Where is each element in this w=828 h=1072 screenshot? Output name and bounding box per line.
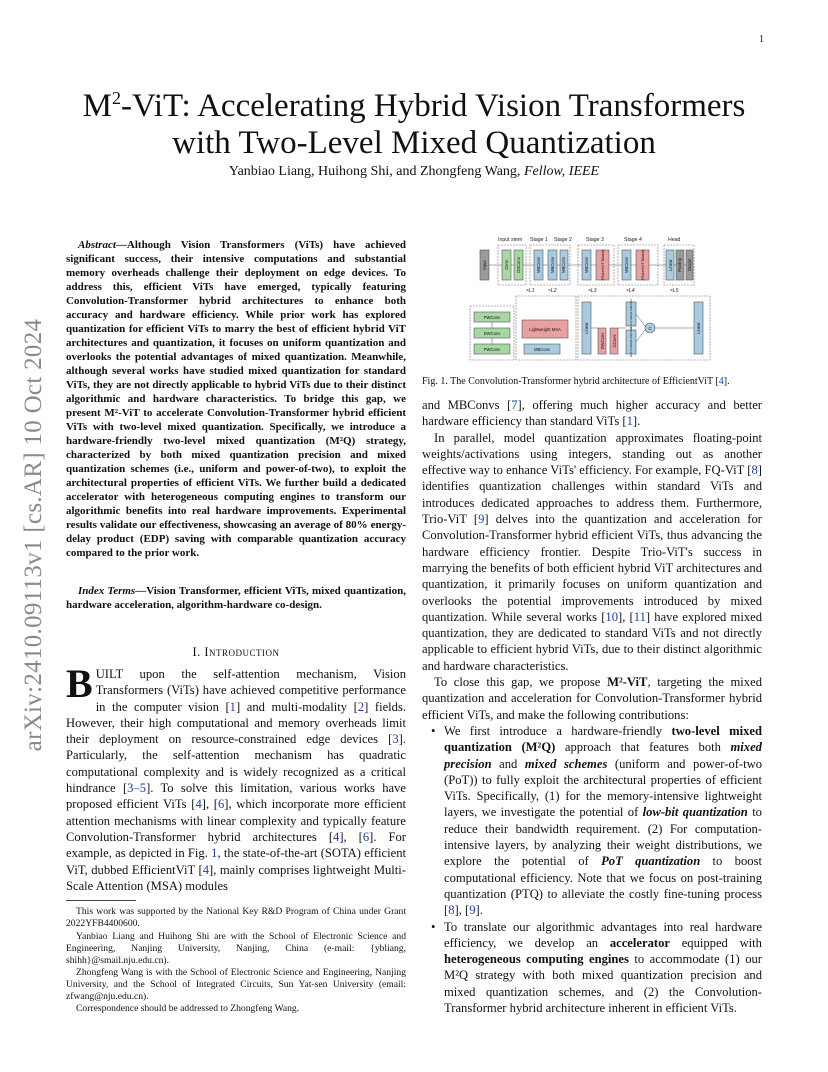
- title-m: M: [82, 88, 112, 124]
- paper-title: [60, 80, 768, 162]
- right-column: [422, 397, 762, 1016]
- citation-link[interactable]: [ 4 ]: [199, 863, 214, 877]
- footnote-authors: Yanbiao Liang and Huihong Shi are with the School of Electronic Science and Engineering, Nanjing University, Nanjing, China (e-mail: {ybliang, shihh}@smail.nju.edu.cn).: [66, 931, 406, 966]
- intro-text: . To solve this limitation, various works have proposed efficient ViTs: [66, 781, 406, 812]
- emphasis: PoT quantization: [601, 854, 701, 869]
- repeat-label: ×L4: [626, 288, 635, 294]
- citation-link[interactable]: [ 9 ]: [474, 512, 489, 526]
- text: and: [491, 756, 525, 771]
- citation-link[interactable]: [ 8 ]: [444, 903, 459, 917]
- title-line2: with Two-Level Mixed Quantization: [172, 125, 656, 161]
- text: to boost computational efficiency. Note that we focus on post-training quantization (PTQ) to alleviate the costly fine-tuning process: [444, 854, 762, 901]
- stage-label: Input stem: [498, 237, 523, 243]
- citation-link[interactable]: [ 10 ]: [601, 610, 622, 624]
- block-label: MBConv: [536, 256, 541, 274]
- citation-link[interactable]: [ 6 ]: [359, 830, 374, 844]
- detail-label: ReLU Global Attention: [629, 299, 633, 329]
- page-number: 1: [759, 34, 764, 45]
- intro-text: fields. However, their high computational and memory overheads limit their deployment on resource-constrained edge devices: [66, 699, 407, 747]
- intro-text: . For example, as depicted in Fig.: [66, 829, 407, 861]
- text: approach that features both: [555, 740, 731, 755]
- citation-link[interactable]: [ 4 ]: [715, 376, 727, 387]
- text: identifies quantization challenges within standard ViTs and introduces dedicated approaches to address them. Furthermore, Trio-ViT: [422, 479, 762, 527]
- caption-text: Fig. 1. The Convolution-Transformer hybrid architecture of EfficientViT: [422, 376, 716, 387]
- text: To close this gap, we propose: [434, 675, 608, 690]
- emphasis: two-level mixed quantization: [444, 723, 762, 755]
- emphasis: mixed precision: [444, 740, 762, 771]
- block-label: Output: [687, 258, 692, 272]
- title-superscript: 2: [111, 88, 121, 108]
- stage-label: Stage 4: [624, 237, 642, 243]
- block-label: EfficientViT Module: [641, 249, 645, 281]
- text: to accommodate (1) our M²Q strategy with both mixed quantization precision and mixed quantization schemes, and (2) the Convolution-Transformer hybrid architecture inherent in efficient ViTs.: [444, 952, 762, 1015]
- text: to reduce their bandwidth requirement. (2) For computation-intensive layers, by analyzing their weight distributions, we explore the potential of: [444, 805, 762, 869]
- emphasis: mixed schemes: [524, 756, 608, 771]
- text: ,: [458, 903, 465, 918]
- block-label: Linear: [668, 259, 673, 271]
- block-label: MBConv: [584, 256, 589, 274]
- detail-label: MBConv: [533, 347, 551, 352]
- author-line: [60, 164, 768, 180]
- section-heading: [66, 645, 406, 660]
- paragraph: [422, 397, 762, 430]
- intro-text: , which incorporate more efficient attention mechanisms with linear complexity and typically feature Convolution-Transformer hybrid architectures: [66, 797, 407, 844]
- text: (uniform and power-of-two (PoT)) to fully exploit the architectural properties of efficient ViTs. Specifically, (1) for the memory-intensive lightweight layers, we investigate the potential of: [444, 756, 763, 820]
- block-label: MBConv: [550, 256, 555, 274]
- abstract: [66, 238, 406, 560]
- intro-text: . Particularly, the self-attention mechanism has quadratic computational complexity and is widely recognized as a critical hindrance: [66, 732, 406, 796]
- citation-link[interactable]: [ 11 ]: [630, 610, 651, 624]
- detail-label: ReLU Global Attention: [629, 327, 633, 357]
- footnote-wang: Zhongfeng Wang is with the School of Electronic Science and Engineering, Nanjing University, and the School of Integrated Circuits, Sun Yat-sen University (email: zfwang@nju.edu.cn).: [66, 967, 406, 1002]
- citation-link[interactable]: [ 4 ]: [329, 830, 344, 844]
- text: ,: [622, 609, 630, 624]
- emphasis: heterogeneous computing engines: [444, 952, 629, 967]
- detail-label: Lightweight MSA: [529, 327, 561, 332]
- repeat-label: ×L5: [670, 288, 679, 294]
- block-label: Pooling: [677, 258, 682, 272]
- footnote-funding: This work was supported by the National Key R&D Program of China under Grant 2022YFB4400600.: [66, 906, 406, 929]
- detail-label: Linear: [696, 322, 701, 334]
- stage-label: Head: [668, 237, 681, 243]
- text: .: [637, 414, 641, 429]
- title-line1: -ViT: Accelerating Hybrid Vision Transformers: [120, 88, 746, 124]
- citation-link[interactable]: [ 3 ]: [388, 732, 403, 746]
- footnote-correspondence: Correspondence should be addressed to Zhongfeng Wang.: [76, 1003, 300, 1014]
- contribution-list: [422, 723, 762, 1016]
- emphasis: (M²Q): [521, 740, 556, 755]
- citation-link[interactable]: [ 8 ]: [747, 463, 762, 477]
- repeat-label: ×L2: [548, 288, 557, 294]
- abstract-text: —Although Vision Transformers (ViTs) have achieved significant success, their intensive computations and substantial memory overheads challenge their deployment on edge devices. To address this, efficient ViTs have emerged, typically featuring Convolution-Transformer hybrid architectures to enhance both accuracy and hardware efficiency. While prior work has explored quantization for efficient ViTs to marry the best of efficient hybrid ViT architectures and quantization, it focuses on uniform quantization and overlooks the potential advantages of mixed quantization. Meanwhile, although several works have studied mixed quantization for standard ViTs, they are not directly applicable to hybrid ViTs due to their distinct algorithmic and hardware characteristics. To bridge this gap, we present M²-ViT to accelerate Convolution-Transformer hybrid efficient ViTs with two-level mixed quantization. Specifically, we introduce a hardware-friendly two-level mixed quantization (M²Q) strategy, characterized by both mixed quantization precision and mixed quantization schemes (i.e., uniform and power-of-two), to exploit the architectural properties of efficient ViTs. We further build a dedicated accelerator with heterogeneous computing engines to transform our algorithmic benefits into real hardware improvements. Experimental results validate our effectiveness, showcasing an average of 80% energy-delay product (EDP) saving with comparable quantization accuracy compared to the prior work.: [66, 239, 406, 559]
- index-terms-label: Index Terms: [78, 585, 136, 597]
- abstract-label: Abstract: [78, 239, 116, 251]
- detail-label: C: [648, 326, 652, 331]
- citation-link[interactable]: [ 6 ]: [214, 797, 229, 811]
- intro-text: and multi-modality: [240, 699, 354, 714]
- block-label: EfficientViT Module: [601, 249, 605, 281]
- citation-link[interactable]: [ 7 ]: [507, 398, 522, 412]
- block-label: DSConv: [516, 257, 521, 273]
- text: and MBConvs: [422, 398, 507, 412]
- stage-label: Stage 1: [530, 237, 548, 243]
- section-number: I.: [192, 645, 201, 659]
- detail-label: PWConv: [483, 347, 501, 352]
- text: equipped with: [669, 935, 762, 950]
- text: To translate our algorithmic advantages into real hardware efficiency, we develop an: [444, 919, 762, 950]
- intro-text: UILT upon the self-attention mechanism, Vision Transformers (ViTs) have achieved competitive performance in the computer vision: [95, 667, 406, 714]
- list-item: [444, 723, 762, 919]
- emphasis: accelerator: [609, 935, 670, 950]
- stage-label: Stage 3: [586, 237, 604, 243]
- paragraph: [422, 430, 762, 674]
- citation-link[interactable]: [ 9 ]: [465, 903, 480, 917]
- section-title: Introduction: [204, 645, 280, 659]
- block-label: Conv: [504, 260, 509, 270]
- text: We first introduce a hardware-friendly: [444, 723, 672, 738]
- index-terms-text: —Vision Transformer, efficient ViTs, mixed quantization, hardware acceleration, algorithm-hardware co-design.: [66, 585, 406, 611]
- figure-caption: [422, 376, 762, 387]
- detail-label: Linear: [584, 322, 589, 334]
- list-item: [444, 919, 762, 1017]
- architecture-figure: [468, 234, 724, 362]
- arxiv-stamp-text: arXiv:2410.09113v1 [cs.AR] 10 Oct 2024: [20, 318, 47, 752]
- block-label: MBConv: [624, 256, 629, 274]
- paragraph: [422, 674, 762, 723]
- arxiv-stamp: [14, 300, 54, 770]
- stage-label: Stage 2: [554, 237, 572, 243]
- block-label: Input: [482, 260, 487, 270]
- footnote-rule: [66, 900, 136, 901]
- intro-paragraph: [66, 661, 407, 894]
- index-terms: [66, 584, 406, 612]
- emphasis: low-bit quantization: [642, 805, 748, 820]
- detail-label: PWConv: [483, 315, 501, 320]
- detail-label: DWConv: [483, 331, 501, 336]
- intro-text: , mainly comprises lightweight Multi-Scale Attention (MSA) modules: [66, 862, 407, 893]
- text: , offering much higher accuracy and better hardware efficiency than standard ViTs: [422, 398, 762, 429]
- citation-link[interactable]: [ 2 ]: [354, 700, 369, 714]
- detail-label: DWConv: [600, 332, 605, 350]
- block-label: MBConv: [561, 256, 566, 274]
- text: delves into the quantization and acceleration for Convolution-Transformer hybrid efficient ViTs, thus advancing the hardware efficiency frontier. Despite Trio-ViT's success in marrying the benefits of both efficient hybrid ViT architectures and quantization, it primarily focuses on uniform quantization and overlooks the potential improvements introduced by mixed quantization. While several works: [422, 512, 762, 624]
- author-affiliation: Fellow, IEEE: [523, 164, 600, 179]
- citation-link[interactable]: [ 1 ]: [622, 414, 637, 428]
- text: In parallel, model quantization approximates floating-point weights/activations using integers, standing out as another effective way to enhance ViTs' efficiency. For example, FQ-ViT: [422, 430, 762, 478]
- text: , targeting the mixed quantization and acceleration for Convolution-Transformer hybrid efficient ViTs, and make the following contributions:: [422, 675, 762, 722]
- detail-label: GConv: [612, 334, 617, 348]
- citation-link[interactable]: [ 4 ]: [191, 797, 206, 811]
- text: .: [479, 903, 483, 918]
- drop-cap: B: [66, 661, 93, 706]
- intro-text: ,: [205, 797, 214, 812]
- citation-link[interactable]: [ 1 ]: [225, 700, 240, 714]
- repeat-label: ×L1: [526, 288, 535, 294]
- repeat-label: ×L3: [588, 288, 597, 294]
- intro-text: ,: [343, 829, 359, 844]
- caption-text: .: [727, 376, 730, 387]
- intro-text: , the state-of-the-art (SOTA) efficient ViT, dubbed EfficientViT: [66, 846, 406, 877]
- citation-link[interactable]: [ 3–5 ]: [123, 781, 150, 795]
- author-names: Yanbiao Liang, Huihong Shi, and Zhongfeng Wang,: [228, 164, 521, 179]
- method-name: M²-ViT: [607, 675, 648, 690]
- figure-link[interactable]: 1: [211, 846, 218, 861]
- text: have explored mixed quantization, they are dedicated to standard ViTs and not directly applicable to efficient hybrid ViTs, due to their distinct algorithmic and hardware characteristics.: [422, 609, 763, 673]
